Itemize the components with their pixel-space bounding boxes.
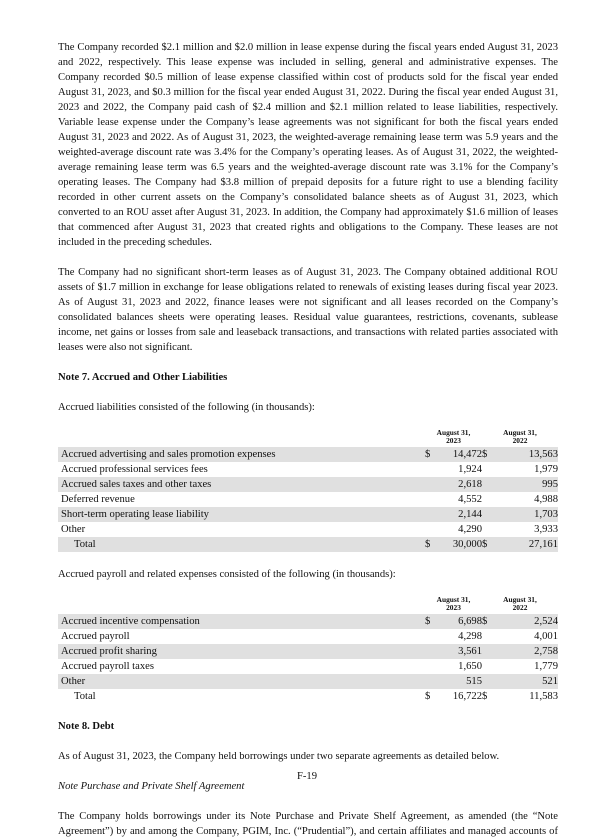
currency-symbol [482,492,494,507]
value-2022: 521 [494,674,558,689]
table-header-row [58,429,558,447]
row-label: Deferred revenue [61,494,135,505]
total-2022: 27,161 [494,537,558,552]
table-row [58,522,558,537]
table-row [58,492,558,507]
table-row [58,644,558,659]
value-2022: 4,001 [534,631,558,642]
currency-symbol [425,477,437,492]
table-row [58,674,558,689]
accrued-payroll-table [58,596,558,704]
row-label: Other [58,674,425,689]
table-row [58,477,558,492]
column-header-2022: August 31, 2022 [503,428,537,445]
currency-symbol: $ [482,447,494,462]
currency-symbol [425,462,437,477]
note8-heading: Note 8. Debt [58,721,115,732]
currency-symbol: $ [482,537,494,552]
currency-symbol: $ [425,537,437,552]
value-2023: 515 [437,674,482,689]
value-2023: 1,924 [458,464,482,475]
currency-symbol [425,644,437,659]
value-2022: 1,779 [534,661,558,672]
currency-symbol: $ [425,447,437,462]
row-label: Accrued professional services fees [61,464,208,475]
currency-symbol: $ [482,691,488,702]
value-2023: 1,650 [458,661,482,672]
total-2023: 30,000 [437,537,482,552]
table-total-row [58,689,558,704]
value-2022: 2,758 [494,644,558,659]
currency-symbol: $ [425,614,437,629]
lease-expense-paragraph: The Company recorded $2.1 million and $2.0 million in lease expense during the fiscal years ended August 31, 2023 and 2022, respectively. This lease expense was included in selling, general and administrative expenses. The Company recorded $0.5 million of lease expense classified within cost of products sold for the fiscal year ended August 31, 2023, and $0.3 million for the fiscal year ended August 31, 2022. During the fiscal year ended August 31, 2023 and 2022, the Company paid cash of $2.4 million and $2.1 million related to lease liabilities, respectively. Variable lease expense under the Company’s lease agreements was not significant for both the fiscal years ended August 31, 2023 and 2022. As of August 31, 2023, the weighted-average remaining lease term was 5.9 years and the weighted-average discount rate was 3.4% for the Company’s operating leases. As of August 31, 2022, the weighted-average remaining lease term was 6.5 years and the weighted-average discount rate was 3.1% for the Company’s operating leases. The Company had $3.8 million of prepaid deposits for a future right to use a blending facility recorded in other current assets on the Company’s consolidated balance sheets as of August 31, 2023, which converted to an ROU asset after August 31, 2023. In addition, the Company had approximately $1.6 million of leases that commenced after August 31, 2023 that created rights and obligations to the Company. These leases are not included in the preceding schedules. [58,42,558,248]
table-row [58,447,558,462]
currency-symbol [425,507,437,522]
accrued-liabilities-intro: Accrued liabilities consisted of the following (in thousands): [58,402,315,413]
row-label: Total [58,537,425,552]
currency-symbol [482,462,494,477]
value-2023: 4,298 [458,631,482,642]
column-header-2022: August 31, 2022 [503,595,537,612]
value-2023: 14,472 [437,447,482,462]
currency-symbol [425,629,437,644]
table-header-row [58,596,558,614]
value-2023: 2,618 [437,477,482,492]
currency-symbol [482,674,494,689]
currency-symbol [425,522,437,537]
row-label: Accrued payroll taxes [61,661,154,672]
table-row [58,629,558,644]
page-number: F-19 [296,771,317,782]
total-2022: 11,583 [529,691,558,702]
table-total-row [58,537,558,552]
short-term-leases-paragraph: The Company had no significant short-term leases as of August 31, 2023. The Company obtained additional ROU assets of $1.7 million in exchange for lease obligations related to renewals of existing leases during fiscal year 2023. As of August 31, 2023 and 2022, finance leases were not significant and all leases recorded on the Company’s consolidated balances sheets were operating leases. Residual value guarantees, restrictions, covenants, sublease income, net gains or losses from sale and leaseback transactions, and transactions with related parties associated with leases were also not significant. [58,267,558,353]
value-2022: 1,979 [534,464,558,475]
document-page [58,40,558,839]
table-row [58,614,558,629]
accrued-liabilities-table [58,429,558,552]
value-2022: 995 [494,477,558,492]
row-label: Short-term operating lease liability [58,507,425,522]
value-2023: 3,561 [437,644,482,659]
currency-symbol: $ [482,614,494,629]
currency-symbol [425,659,437,674]
row-label: Accrued profit sharing [58,644,425,659]
column-header-2023: August 31, 2023 [436,595,471,612]
total-2023: 16,722 [452,691,482,702]
column-header-2023: August 31, 2023 [436,428,471,445]
currency-symbol [425,492,437,507]
value-2022: 2,524 [494,614,558,629]
row-label: Total [74,691,96,702]
value-2022: 1,703 [494,507,558,522]
currency-symbol: $ [425,691,431,702]
row-label: Accrued sales taxes and other taxes [58,477,425,492]
table-row [58,507,558,522]
table-row [58,659,558,674]
table-row [58,462,558,477]
currency-symbol [482,507,494,522]
value-2022: 4,988 [534,494,558,505]
payroll-intro: Accrued payroll and related expenses consisted of the following (in thousands): [58,569,396,580]
row-label: Other [61,524,86,535]
note-purchase-subheading: Note Purchase and Private Shelf Agreement [58,781,245,792]
value-2023: 6,698 [437,614,482,629]
row-label: Accrued advertising and sales promotion expenses [58,447,425,462]
value-2023: 4,290 [458,524,482,535]
currency-symbol [482,644,494,659]
note-agreement-paragraph: The Company holds borrowings under its Note Purchase and Private Shelf Agreement, as amended (the “Note Agreement”) by and among the Company, PGIM, Inc. (“Prudential”), and certain affiliates and managed accounts of [58,811,558,837]
value-2022: 3,933 [534,524,558,535]
currency-symbol [482,477,494,492]
currency-symbol [482,522,494,537]
note7-heading: Note 7. Accrued and Other Liabilities [58,372,228,383]
row-label: Accrued incentive compensation [58,614,425,629]
row-label: Accrued payroll [61,631,130,642]
currency-symbol [425,674,437,689]
currency-symbol [482,629,494,644]
value-2023: 4,552 [458,494,482,505]
value-2022: 13,563 [494,447,558,462]
debt-intro: As of August 31, 2023, the Company held borrowings under two separate agreements as detailed below. [58,751,500,762]
currency-symbol [482,659,494,674]
value-2023: 2,144 [437,507,482,522]
